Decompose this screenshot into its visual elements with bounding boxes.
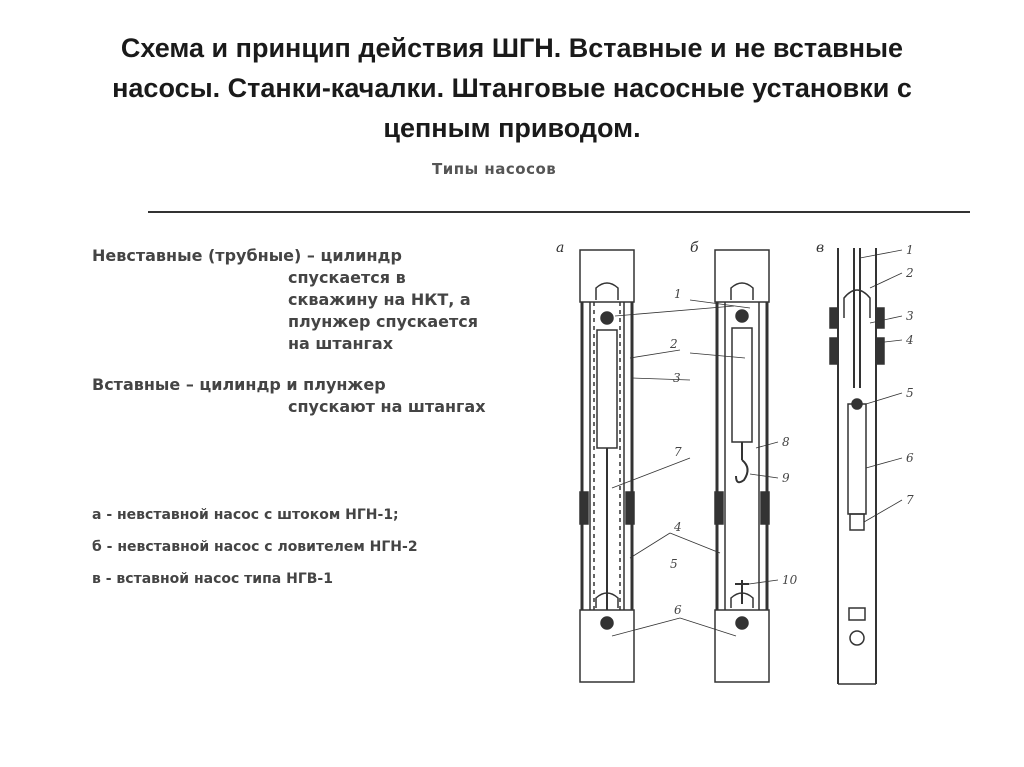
panel-label-a: а [556, 240, 565, 256]
callout-number: 4 [674, 520, 682, 534]
callout-number: 5 [906, 386, 914, 400]
callout-number: 9 [782, 471, 790, 485]
slide-title-line-1: Схема и принцип действия ШГН. Вставные и не вставные [120, 33, 904, 63]
definition-line: плунжер спускается [288, 312, 479, 331]
callout-number: 6 [906, 451, 914, 465]
legend-item-a: а - невставной насос с штоком НГН-1; [92, 507, 399, 523]
definition-line: спускают на штангах [288, 397, 486, 416]
definition-insert-pump [92, 374, 486, 418]
callout-number: 4 [906, 333, 914, 347]
definition-line: Вставные – цилиндр и плунжер [92, 375, 386, 394]
callout-number: 1 [906, 243, 914, 257]
pump-types-heading: Типы насосов [432, 160, 557, 178]
legend-item-b: б - невставной насос с ловителем НГН-2 [92, 539, 418, 555]
callout-number: 2 [906, 266, 914, 280]
definition-line: Невставные (трубные) – цилиндр [92, 246, 402, 265]
definition-line: скважину на НКТ, а [288, 290, 471, 309]
callout-number: 5 [670, 557, 678, 571]
callout-number: 7 [674, 445, 682, 459]
slide-title [40, 28, 984, 148]
definition-line: спускается в [288, 268, 406, 287]
pump-b-drawing [715, 250, 769, 682]
pump-v-drawing [830, 248, 884, 684]
slide-title-line-2: насосы. Станки-качалки. Штанговые насосные установки с [112, 73, 912, 103]
pump-types-diagram [540, 228, 960, 688]
callout-number: 7 [906, 493, 914, 507]
callout-number: 6 [674, 603, 682, 617]
callout-number: 3 [673, 371, 681, 385]
definition-non-insert-pump [92, 245, 478, 355]
definition-line: на штангах [288, 334, 394, 353]
callout-number: 10 [782, 573, 798, 587]
callout-leaders [612, 250, 902, 636]
panel-label-v: в [816, 240, 825, 256]
callout-number: 3 [906, 309, 914, 323]
callout-number: 1 [674, 287, 682, 301]
slide-title-line-3: цепным приводом. [383, 113, 641, 143]
panel-label-b: б [690, 240, 699, 256]
callout-number: 2 [670, 337, 678, 351]
legend-item-v: в - вставной насос типа НГВ-1 [92, 571, 333, 587]
divider-line [148, 211, 970, 213]
callout-number: 8 [782, 435, 790, 449]
